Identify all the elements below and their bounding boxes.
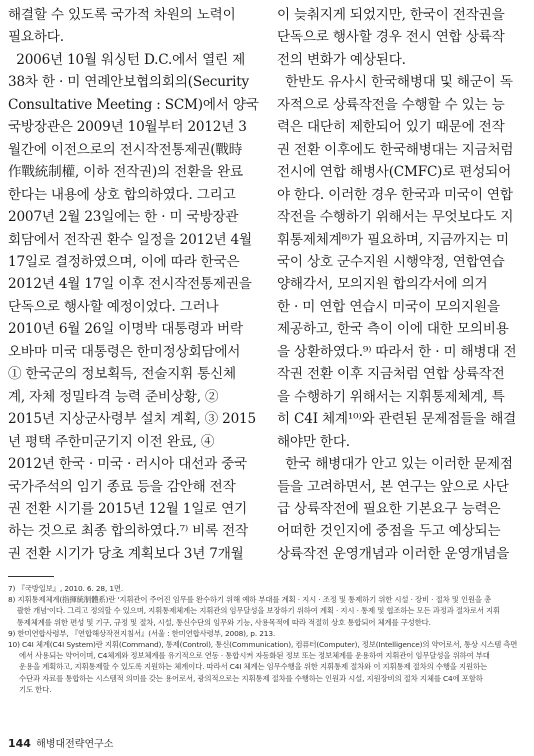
- text-line: 38차 한 · 미 연례안보협의회의(Security: [8, 74, 249, 91]
- text-line: 어떠한 것인지에 중점을 두고 예상되는: [277, 523, 501, 540]
- text-line: 한다는 내용에 상호 합의하였다. 그리고: [8, 186, 236, 203]
- text-line: 야 한다. 이러한 경우 한국과 미국이 연합: [277, 186, 513, 203]
- text-line: 한반도 유사시 한국해병대 및 해군이 독: [277, 74, 513, 91]
- text-line: 作戰統制權, 이하 전작권)의 전환을 완료: [8, 164, 243, 181]
- text-line: 단독으로 행사할 예정이었다. 그러나: [8, 298, 219, 315]
- text-line: 2010년 6월 26일 이명박 대통령과 버락: [8, 321, 243, 338]
- text-line: 필요하다.: [8, 29, 64, 46]
- text-line: 들을 고려하면서, 본 연구는 앞으로 사단: [277, 478, 509, 495]
- footnote-divider: [8, 576, 54, 577]
- text-line: 한국 해병대가 안고 있는 이러한 문제점: [277, 456, 513, 473]
- footnote-line: 괄한 개념'이다. 그리고 정의할 수 있으며, 지휘통제체계는 지휘관의 임무달성을 보장하기 위하여 계획 · 지시 · 통제 및 협조하는 모든 과정과 절차로서 지휘: [8, 606, 501, 616]
- text-line: 단독으로 행사할 경우 전시 연합 상륙작: [277, 29, 505, 46]
- text-line: 전의 변화가 예상된다.: [277, 51, 406, 68]
- text-line: 자적으로 상륙작전을 수행할 수 있는 능: [277, 96, 505, 113]
- text-line: 오바마 미국 대통령은 한미정상회담에서: [8, 343, 241, 360]
- text-line: 2006년 10월 워싱턴 D.C.에서 열린 제: [8, 51, 246, 68]
- text-line: 회담에서 전작권 환수 일정을 2012년 4월: [8, 231, 252, 248]
- text-line: 한 · 미 연합 연습시 미국이 모의지원을: [277, 298, 500, 315]
- text-line: 작전을 수행하기 위해서는 무엇보다도 지: [277, 209, 514, 226]
- text-line: 국이 상호 군수지원 시행약정, 연합연습: [277, 253, 505, 270]
- footnote-line: 9) 한미연합사령부, 『연합해상작전지침서』(서울 : 한미연합사령부, 2008), p. 213.: [8, 628, 276, 638]
- text-line: Consultative Meeting : SCM)에서 양국: [8, 96, 259, 113]
- text-line: 국가주석의 임기 종료 등을 감안해 전작: [8, 478, 236, 495]
- text-line: 급 상륙작전에 필요한 기본요구 능력은: [277, 500, 501, 517]
- text-line: 상륙작전 운영개념과 이러한 운영개념을: [277, 545, 510, 562]
- text-line: 양해각서, 모의지원 합의각서에 의거: [277, 276, 488, 293]
- text-line: 권 전환 이후에도 한국해병대는 지금처럼: [277, 141, 514, 158]
- text-line: 권 전환 시기가 당초 계획보다 3년 7개월: [8, 545, 244, 562]
- footnote-line: 8) 지휘통제체계(指揮統制體系)란 '지휘관이 주어진 임무를 완수하기 위해 예하 부대를 계획 · 지시 · 조정 및 통제하기 위한 시설 · 장비 · 절차 및 인원을 총: [8, 595, 492, 605]
- text-line: 2012년 한국 · 미국 · 러시아 대선과 중국: [8, 456, 247, 473]
- text-line: 국방장관은 2009년 10월부터 2012년 3: [8, 119, 247, 136]
- footnote-line: 에서 사용되는 약어이며, C4체계와 정보체계를 유기적으로 연동 · 통합시켜 자동화된 정보 또는 정보체계를 운용하여 지휘관이 임무달성을 위하여 부대: [8, 651, 490, 661]
- footnote-line: 통제체계를 위한 편성 및 기구, 규정 및 절차, 시설, 통신수단의 임무와 기능, 사용목적에 따라 적절히 상호 통합되어 체계를 구성한다.: [8, 617, 431, 627]
- text-line: 휘통제체계⁸⁾가 필요하며, 지금까지는 미: [277, 231, 509, 248]
- text-line: 해결할 수 있도록 국가적 차원의 노력이: [8, 7, 236, 23]
- footnote-line: 7) 『국방일보』, 2010. 6. 28, 1면.: [8, 584, 124, 593]
- footnote-line: 운용을 계획하고, 지휘통제할 수 있도록 지원하는 체계이다. 따라서 C4I 체계는 임무수행을 위한 지휘통제 절차와 이 지휘통제 절차의 수행을 지원하는: [8, 662, 487, 672]
- footnotes: [8, 583, 528, 695]
- text-line: 을 상환하였다.⁹⁾ 따라서 한 · 미 해병대 전: [277, 343, 517, 360]
- body-text-left-column: [8, 4, 261, 565]
- text-line: 을 수행하기 위해서는 지휘통제체계, 특: [277, 388, 505, 405]
- text-line: 17일로 결정하였으며, 이에 따라 한국은: [8, 253, 240, 270]
- text-line: 2015년 지상군사령부 설치 계획, ③ 2015: [8, 411, 256, 428]
- text-line: ① 한국군의 정보획득, 전술지휘 통신체: [8, 366, 236, 383]
- footnote-line: 기도 한다.: [8, 684, 52, 694]
- text-line: 2007년 2월 23일에는 한 · 미 국방장관: [8, 209, 239, 226]
- text-line: 계, 자체 정밀타격 능력 준비상황, ②: [8, 388, 219, 405]
- text-line: 년 평택 주한미군기지 이전 완료, ④: [8, 433, 215, 450]
- page-footer: [8, 735, 113, 750]
- text-line: 이 늦춰지게 되었지만, 한국이 전작권을: [277, 7, 505, 23]
- body-text-right-column: [277, 4, 530, 565]
- text-line: 하는 것으로 최종 합의하였다.⁷⁾ 비록 전작: [8, 523, 249, 540]
- text-line: 히 C4I 체계¹⁰⁾와 관련된 문제점들을 해결: [277, 411, 517, 428]
- text-line: 2012년 4월 17일 이후 전시작전통제권을: [8, 276, 252, 293]
- text-line: 력은 대단히 제한되어 있기 때문에 전작: [277, 119, 505, 136]
- publication-name: 해병대전략연구소: [36, 739, 114, 750]
- text-line: 해야만 한다.: [277, 433, 350, 450]
- text-line: 권 전환 시기를 2015년 12월 1일로 연기: [8, 500, 248, 517]
- text-line: 전시에 연합 해병사(CMFC)로 편성되어: [277, 164, 512, 181]
- text-line: 제공하고, 한국 측이 이에 대한 모의비용: [277, 321, 509, 338]
- footnote-line: 수단과 자료를 통합하는 시스템적 의미를 갖는 용어로서, 광의적으로는 지휘통제 절차를 수행하는 인원과 시설, 지원장비의 절차 지체를 C4에 포함하: [8, 673, 483, 683]
- footnote-line: 10) C4I 체계(C4I System)란 지휘(Command), 통제(Control), 통신(Communication), 컴퓨터(Computer), 정보(Intelligence)의 약어로서, 통상 시스템 측면: [8, 640, 518, 650]
- text-line: 작권 전환 이후 지금처럼 연합 상륙작전: [277, 366, 505, 383]
- page-number: 144: [8, 737, 31, 750]
- text-line: 월간에 이전으로의 전시작전통제권(戰時: [8, 141, 243, 158]
